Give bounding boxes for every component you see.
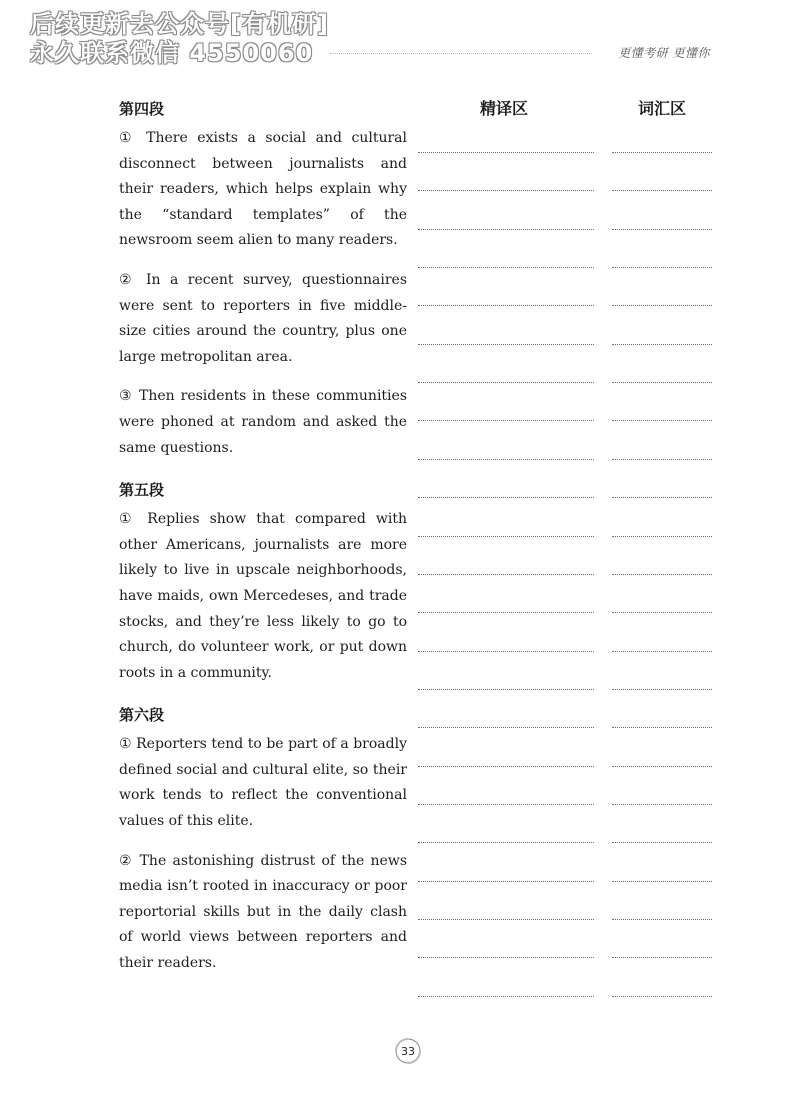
- vocabulary-line: [612, 727, 712, 728]
- section-title: 第五段: [119, 481, 165, 500]
- vocabulary-line: [612, 689, 712, 690]
- translation-line: [418, 727, 594, 728]
- translation-line: [418, 344, 594, 345]
- translation-line: [418, 305, 594, 306]
- translation-line: [418, 497, 594, 498]
- vocabulary-line: [612, 459, 712, 460]
- header-slogan: 更懂考研 更懂你: [618, 46, 710, 60]
- vocabulary-line: [612, 766, 712, 767]
- vocabulary-line: [612, 536, 712, 537]
- translation-line: [418, 536, 594, 537]
- sentence: ③ Then residents in these communities were phoned at random and asked the same questions.: [119, 388, 407, 456]
- vocabulary-line: [612, 420, 712, 421]
- section-title: 第六段: [119, 706, 165, 725]
- section-title: 第四段: [119, 100, 165, 118]
- translation-line: [418, 229, 594, 230]
- vocabulary-line: [612, 957, 712, 958]
- section-5: [119, 479, 407, 686]
- watermark-line-2: 永久联系微信 4550060: [30, 39, 314, 67]
- translation-line: [418, 190, 594, 191]
- sentence: ① Reporters tend to be part of a broadly defined social and cultural elite, so their work tends to reflect the conventional values of this elite.: [119, 736, 407, 830]
- translation-line: [418, 842, 594, 843]
- translation-line: [418, 152, 594, 153]
- vocabulary-line: [612, 190, 712, 191]
- vocabulary-line: [612, 267, 712, 268]
- sentence: ① Replies show that compared with other Americans, journalists are more likely to live in upscale neighborhoods, have maids, own Mercedeses, and trade stocks, and they’re less likely to go to church, do volunteer work, or put down roots in a community.: [119, 511, 407, 681]
- translation-line: [418, 996, 594, 997]
- translation-line: [418, 804, 594, 805]
- translation-line: [418, 881, 594, 882]
- translation-line: [418, 612, 594, 613]
- translation-line: [418, 919, 594, 920]
- sentence: ② In a recent survey, questionnaires were sent to reporters in five middle-size cities around the country, plus one large metropolitan area.: [119, 271, 407, 365]
- vocabulary-line: [612, 344, 712, 345]
- vocabulary-line: [612, 497, 712, 498]
- translation-line: [418, 382, 594, 383]
- vocabulary-line: [612, 152, 712, 153]
- vocabulary-line: [612, 382, 712, 383]
- section-4: [119, 98, 407, 461]
- vocabulary-line: [612, 996, 712, 997]
- watermark-line-1: 后续更新去公众号[有机研]: [30, 10, 329, 38]
- vocabulary-line: [612, 229, 712, 230]
- vocabulary-column-header: 词汇区: [638, 99, 687, 118]
- vocabulary-line: [612, 804, 712, 805]
- vocabulary-line: [612, 919, 712, 920]
- vocabulary-line: [612, 651, 712, 652]
- vocabulary-line: [612, 842, 712, 843]
- vocabulary-line: [612, 612, 712, 613]
- watermark: [30, 10, 360, 68]
- vocabulary-line: [612, 305, 712, 306]
- translation-column-header: 精译区: [480, 99, 529, 118]
- vocabulary-line: [612, 574, 712, 575]
- translation-line: [418, 574, 594, 575]
- translation-line: [418, 766, 594, 767]
- vocabulary-line: [612, 881, 712, 882]
- header-rule: [330, 53, 592, 54]
- sentence: ② The astonishing distrust of the news media isn’t rooted in inaccuracy or poor reportorial skills but in the daily clash of world views between reporters and their readers.: [119, 852, 407, 972]
- translation-line: [418, 957, 594, 958]
- translation-line: [418, 651, 594, 652]
- page-number-text: 33: [401, 1044, 415, 1058]
- translation-line: [418, 420, 594, 421]
- translation-line: [418, 267, 594, 268]
- passage-column: [119, 98, 407, 991]
- translation-line: [418, 459, 594, 460]
- translation-line: [418, 689, 594, 690]
- sentence: ① There exists a social and cultural disconnect between journalists and their readers, which helps explain why the “standard templates” of the newsroom seem alien to many readers.: [119, 130, 407, 249]
- page-number: [393, 1036, 423, 1066]
- section-6: [119, 704, 407, 976]
